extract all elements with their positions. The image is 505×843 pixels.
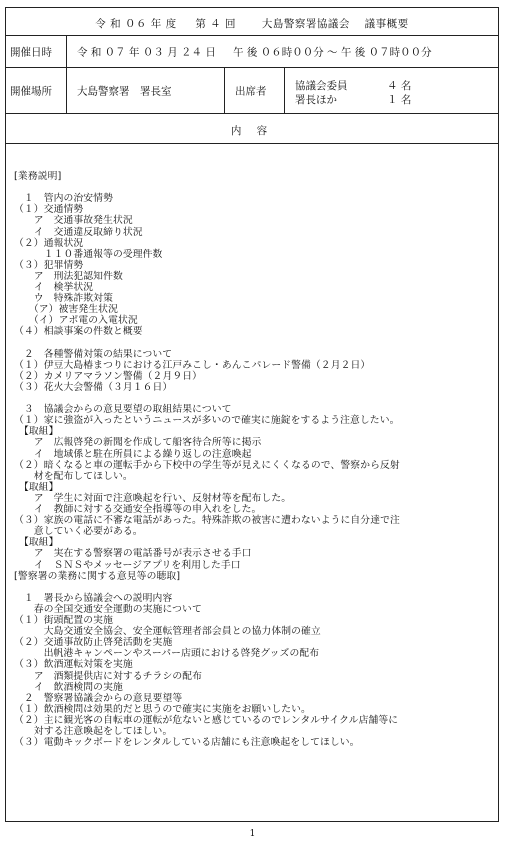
body-line: イ ＳＮＳやメッセージアプリを利用した手口 — [14, 559, 241, 571]
body-line: （３）家族の電話に不審な電話があった。特殊詐欺の被害に遭わないように自分達で注 — [14, 515, 400, 527]
body-line: 【取組】 — [14, 426, 59, 438]
body-line: イ 検挙状況 — [14, 282, 94, 293]
place-value-cell — [66, 68, 224, 113]
body-line: １ 管内の治安情勢 — [14, 193, 113, 205]
place-value: 大島警察署 署長室 — [77, 85, 172, 97]
body-line: （２）交通事故防止啓発活動を実施 — [14, 637, 173, 649]
body-line: 春の全国交通安全運動の実施について — [14, 603, 202, 615]
body-line: イ 地域係と駐在所員による繰り返しの注意喚起 — [14, 448, 252, 460]
body-line: 【取組】 — [14, 537, 59, 549]
minutes-document — [5, 7, 499, 822]
body-line: ア 学生に対面で注意喚起を行い、反射材等を配布した。 — [14, 492, 292, 504]
body-line: ア 実在する警察署の電話番号が表示させる手口 — [14, 548, 252, 560]
date-value-cell — [66, 36, 498, 67]
document-title: 令 和 ０６ 年 度 第 ４ 回 大島警察署協議会 議事概要 — [95, 18, 409, 30]
body-line: （１）家に強盗が入ったというニュースが多いので確実に施錠をするよう注意したい。 — [14, 415, 400, 427]
body-line: ウ 特殊詐欺対策 — [14, 293, 113, 305]
body-line: （４）相談事案の件数と概要 — [14, 326, 143, 338]
content-heading: 内 容 — [230, 125, 274, 137]
body-line: 【取組】 — [14, 481, 59, 493]
body-line: （３）犯罪情勢 — [14, 259, 84, 271]
body-line: １ 署長から協議会への説明内容 — [14, 592, 173, 604]
body-line: 意していく必要がある。 — [14, 526, 143, 538]
body-line: （１）街頭配置の実施 — [14, 615, 113, 626]
date-row — [6, 36, 498, 68]
body-line: （イ）アポ電の入電状況 — [14, 315, 138, 327]
body-line: [警察署の業務に関する意見等の聴取] — [14, 570, 181, 582]
body-line: （２）通報状況 — [14, 237, 84, 249]
attendee-role: 署長ほか — [295, 94, 337, 106]
body-line: ア 刑法犯認知件数 — [14, 270, 123, 282]
body-line: イ 交通違反取締り状況 — [14, 226, 143, 238]
body-line: （２）暗くなると車の運転手から下校中の学生等が見えにくくなるので、警察から反射 — [14, 459, 400, 471]
attendee-role: 協議会委員 — [295, 80, 348, 92]
content-body — [6, 144, 498, 821]
body-line: 出帆港キャンペーンやスーパー店頭における啓発グッズの配布 — [14, 648, 320, 660]
place-label: 開催場所 — [10, 85, 52, 97]
date-label-cell — [6, 36, 66, 67]
body-line: （１）飲酒検問は効果的だと思うので確実に実施をお願いしたい。 — [14, 703, 311, 715]
body-line: （１）交通情勢 — [14, 204, 84, 216]
body-line: ２ 各種警備対策の結果について — [14, 348, 173, 360]
body-line: １１０番通報等の受理件数 — [14, 248, 163, 260]
body-line: （３）飲酒運転対策を実施 — [14, 659, 133, 671]
page-number: 1 — [249, 829, 256, 839]
body-line: （３）電動キックボードをレンタルしている店舗にも注意喚起をしてほしい。 — [14, 737, 360, 749]
attendee-count: ４ 名 — [387, 80, 412, 92]
body-line: ア 広報啓発の新聞を作成して船客待合所等に掲示 — [14, 437, 262, 449]
body-line: 対する注意喚起をしてほしい。 — [14, 726, 173, 737]
body-line: ３ 協議会からの意見要望の取組結果について — [14, 404, 232, 416]
attendee-count: １ 名 — [387, 94, 412, 106]
body-line: （２）カメリアマラソン警備（２月９日） — [14, 370, 203, 382]
attendees-label: 出席者 — [235, 85, 267, 97]
body-line: ア 酒類提供店に対するチラシの配布 — [14, 670, 203, 682]
content-heading-row — [6, 114, 498, 144]
body-line: 大島交通安全協会、安全運転管理者部会員との協力体制の確立 — [14, 626, 321, 638]
body-line: （１）伊豆大島椿まつりにおける江戸みこし・あんこパレード警備（２月２日） — [14, 359, 371, 371]
body-line: ２ 警察署協議会からの意見要望等 — [14, 692, 183, 704]
attendees-value-cell — [284, 68, 498, 113]
date-value: 令 和 ０７ 年 ０３ 月 ２４ 日 午 後 ０６時００分 〜 午 後 ０７時００分 — [77, 46, 432, 58]
body-line: イ 教師に対する交通安全指導等の申入れをした。 — [14, 504, 262, 515]
title-row — [6, 8, 498, 36]
body-line: ア 交通事故発生状況 — [14, 215, 133, 227]
place-row — [6, 68, 498, 114]
place-label-cell — [6, 68, 66, 113]
body-line: 材を配布してほしい。 — [14, 470, 133, 482]
date-label: 開催日時 — [10, 46, 52, 58]
body-line: （２）主に観光客の自転車の運転が危ないと感じているのでレンタルサイクル店舗等に — [14, 714, 399, 726]
body-line: （ア）被害発生状況 — [14, 304, 118, 316]
body-line: イ 飲酒検問の実施 — [14, 681, 123, 693]
body-line: [業務説明] — [14, 171, 62, 182]
body-line: （３）花火大会警備（３月１６日） — [14, 381, 173, 393]
attendees-label-cell — [224, 68, 284, 113]
